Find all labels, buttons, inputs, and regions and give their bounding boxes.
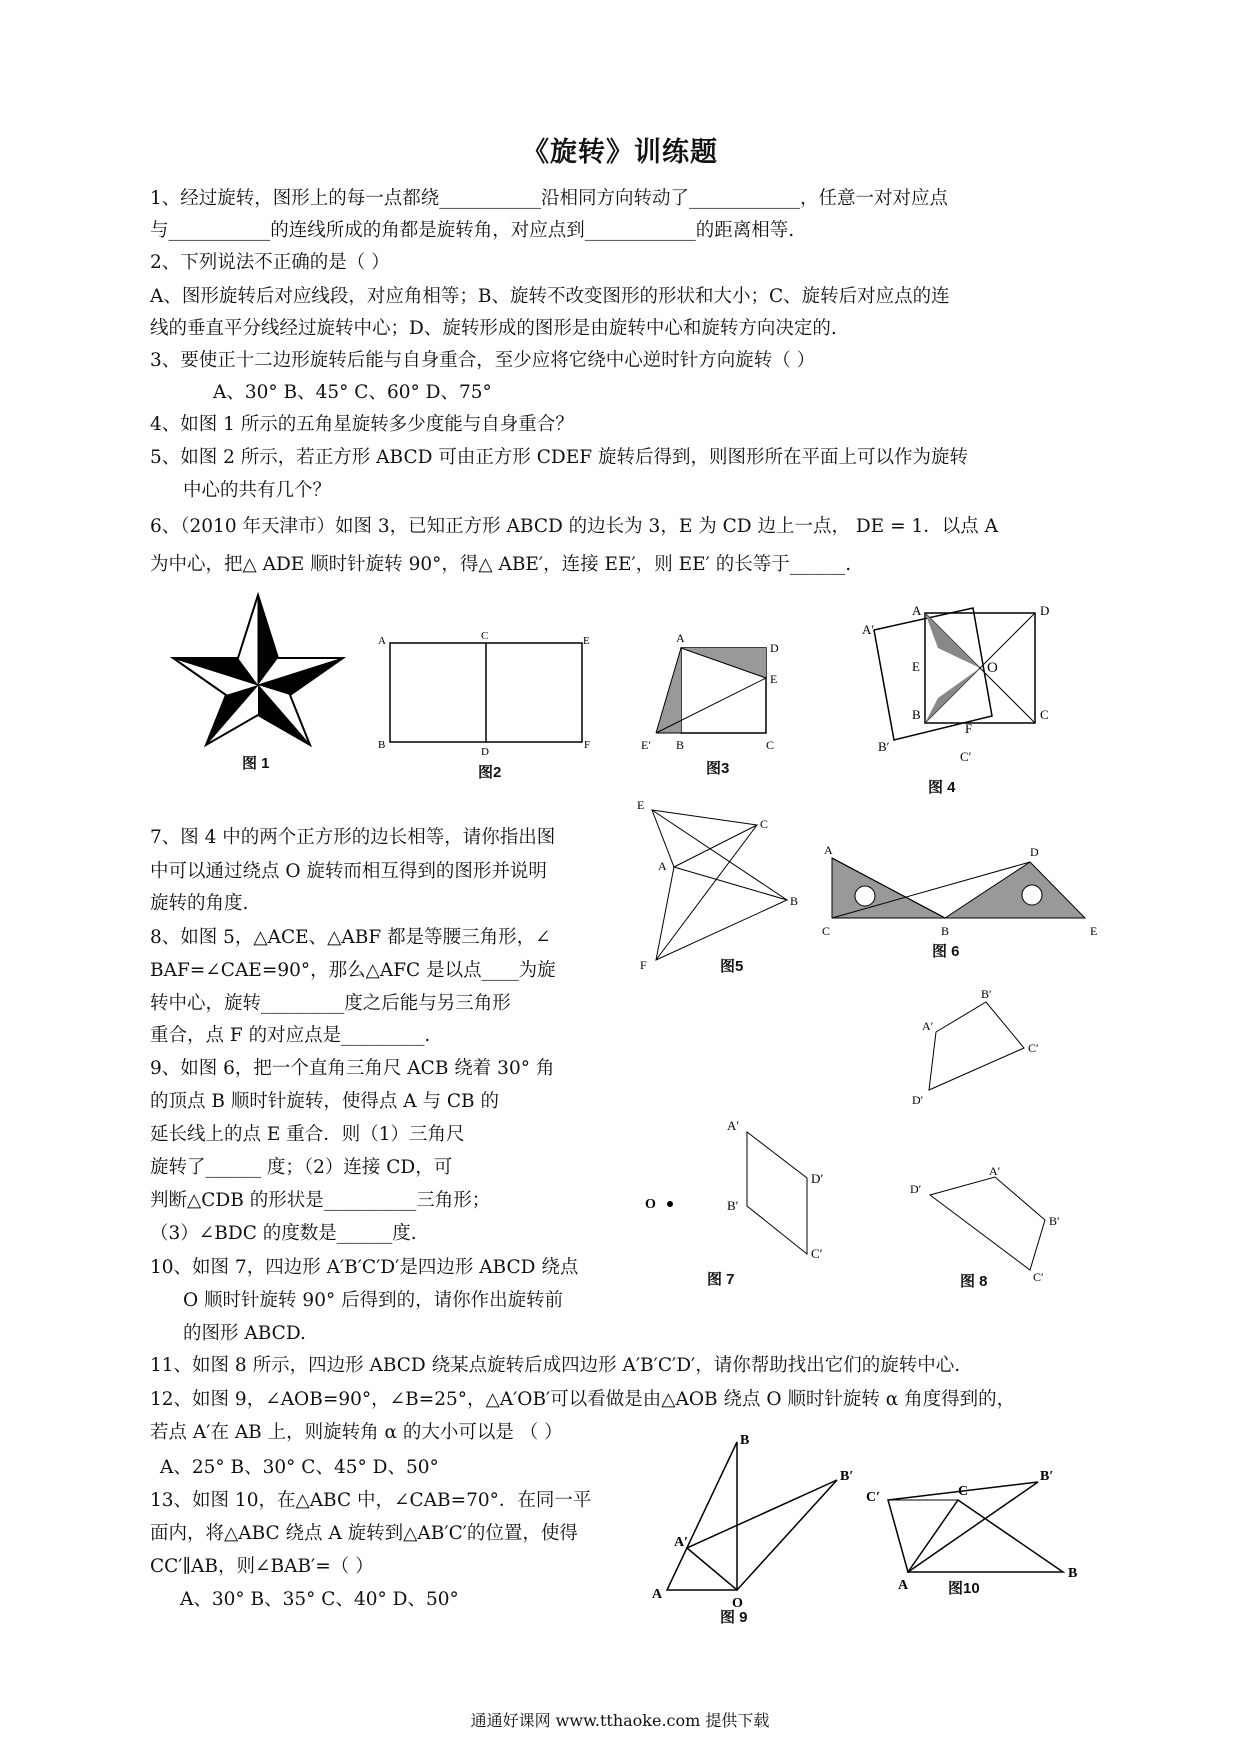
svg-text:A: A <box>676 631 685 645</box>
figure-5-triangles <box>632 795 807 975</box>
svg-text:C′: C′ <box>1028 1041 1039 1055</box>
svg-text:C′: C′ <box>866 1490 881 1505</box>
svg-text:A′: A′ <box>922 1019 934 1033</box>
figure-6-caption: 图 6 <box>932 943 960 960</box>
svg-text:A′: A′ <box>727 1118 740 1133</box>
figure-1-caption: 图 1 <box>242 755 270 772</box>
q5-line2: 中心的共有几个？ <box>183 480 332 501</box>
svg-text:O: O <box>987 660 998 676</box>
svg-text:C: C <box>1040 707 1049 722</box>
q13-line1: 13、如图 10，在△ABC 中，∠CAB=70°．在同一平 <box>150 1490 592 1511</box>
q1-line1: 1、经过旋转，图形上的每一点都绕___________沿相同方向转动了____________，任意一对对应点 <box>150 188 949 209</box>
q11-line1: 11、如图 8 所示，四边形 ABCD 绕某点旋转后成四边形 A′B′C′D′，请你帮助找出它们的旋转中心. <box>150 1355 961 1376</box>
svg-text:E: E <box>1090 924 1098 938</box>
svg-text:A: A <box>898 1578 909 1593</box>
svg-text:F: F <box>965 721 973 736</box>
q2-line1: 2、下列说法不正确的是（ ） <box>150 252 390 273</box>
svg-text:A: A <box>658 859 667 873</box>
svg-text:C: C <box>481 630 489 642</box>
svg-text:B′: B′ <box>1040 1469 1054 1484</box>
svg-text:D′: D′ <box>910 1182 922 1196</box>
svg-text:D: D <box>1040 603 1050 618</box>
svg-text:B: B <box>790 894 799 908</box>
svg-text:D′: D′ <box>912 1093 924 1107</box>
q1-line2: 与___________的连线所成的角都是旋转角，对应点到____________的距离相等. <box>150 220 795 241</box>
figure-7-parallelogram <box>635 1108 835 1278</box>
q10-line3: 的图形 ABCD. <box>183 1323 306 1344</box>
q9-line4: 旋转了______ 度；（2）连接 CD，可 <box>150 1157 453 1178</box>
svg-text:F: F <box>640 958 647 972</box>
figure-3-square <box>636 628 796 758</box>
q6-line1: 6、（2010 年天津市）如图 3，已知正方形 ABCD 的边长为 3，E 为 CD 边上一点， DE = 1．以点 A <box>150 516 998 537</box>
svg-text:D: D <box>1030 845 1039 859</box>
figure-8-quad-bottom <box>905 1165 1065 1285</box>
q6-line2: 为中心，把△ ADE 顺时针旋转 90°，得△ ABE′，连接 EE′，则 EE′ 的长等于______. <box>150 554 852 575</box>
svg-text:E: E <box>583 635 590 647</box>
q8-line1: 8、如图 5，△ACE、△ABF 都是等腰三角形，∠ <box>150 927 551 948</box>
svg-text:A: A <box>378 635 386 647</box>
q12-line1: 12、如图 9，∠AOB=90°，∠B=25°，△A′OB′可以看做是由△AOB 绕点 O 顺时针旋转 α 角度得到的， <box>150 1389 1016 1410</box>
figure-1-star <box>168 590 348 750</box>
figure-2-squares <box>375 628 600 758</box>
svg-text:E: E <box>637 798 645 812</box>
q10-line1: 10、如图 7，四边形 A′B′C′D′是四边形 ABCD 绕点 <box>150 1257 579 1278</box>
figure-9-triangles <box>652 1430 867 1610</box>
q7-line3: 旋转的角度. <box>150 893 249 914</box>
q7-line2: 中可以通过绕点 O 旋转而相互得到的图形并说明 <box>150 861 547 882</box>
svg-text:B: B <box>740 1433 750 1448</box>
svg-text:B′: B′ <box>840 1469 854 1484</box>
page-title: 《旋转》训练题 <box>522 137 718 168</box>
q10-line2: O 顺时针旋转 90° 后得到的，请你作出旋转前 <box>183 1290 564 1311</box>
q8-line4: 重合，点 F 的对应点是_________. <box>150 1025 431 1046</box>
svg-text:B: B <box>676 738 685 752</box>
q3-line1: 3、要使正十二边形旋转后能与自身重合，至少应将它绕中心逆时针方向旋转（ ） <box>150 350 816 371</box>
figure-5-caption: 图5 <box>720 958 744 975</box>
figure-8-caption: 图 8 <box>960 1273 988 1290</box>
q9-line3: 延长线上的点 E 重合．则（1）三角尺 <box>150 1124 465 1145</box>
q5-line1: 5、如图 2 所示，若正方形 ABCD 可由正方形 CDEF 旋转后得到，则图形所在平面上可以作为旋转 <box>150 447 968 468</box>
footer-source: 通通好课网 www.tthaoke.com 提供下载 <box>470 1711 770 1730</box>
figure-2-caption: 图2 <box>478 764 502 781</box>
svg-text:O: O <box>732 1596 743 1610</box>
q13-line2: 面内，将△ABC 绕点 A 旋转到△AB′C′的位置，使得 <box>150 1523 578 1544</box>
svg-text:F: F <box>584 739 591 751</box>
svg-text:C′: C′ <box>1033 1270 1044 1284</box>
figure-4-two-squares <box>840 598 1055 783</box>
svg-text:B: B <box>912 707 921 722</box>
svg-text:C: C <box>766 738 775 752</box>
svg-text:A′: A′ <box>674 1535 689 1550</box>
svg-text:B: B <box>941 924 950 938</box>
svg-text:B: B <box>378 739 386 751</box>
svg-text:B′: B′ <box>1049 1214 1060 1228</box>
figure-4-caption: 图 4 <box>928 779 956 796</box>
svg-text:C: C <box>760 817 769 831</box>
svg-text:C′: C′ <box>811 1246 823 1261</box>
svg-text:A: A <box>824 843 833 857</box>
figure-10-triangles <box>858 1455 1098 1595</box>
svg-text:A′: A′ <box>862 622 875 637</box>
figure-8-quad-top <box>896 980 1056 1115</box>
svg-text:O: O <box>645 1197 656 1212</box>
svg-text:B: B <box>1068 1566 1078 1581</box>
figure-6-set-squares <box>820 840 1110 955</box>
svg-text:C: C <box>958 1484 969 1499</box>
q9-line6: （3）∠BDC 的度数是______度. <box>150 1223 417 1244</box>
q2-line2: A、图形旋转后对应线段，对应角相等；B、旋转不改变图形的形状和大小；C、旋转后对应点的连 <box>150 286 950 307</box>
svg-text:A: A <box>912 603 922 618</box>
q3-options: A、30° B、45° C、60° D、75° <box>213 382 492 403</box>
svg-text:C′: C′ <box>960 749 972 764</box>
q9-line1: 9、如图 6，把一个直角三角尺 ACB 绕着 30° 角 <box>150 1058 555 1079</box>
svg-text:D: D <box>770 641 779 655</box>
q7-line1: 7、图 4 中的两个正方形的边长相等，请你指出图 <box>150 827 556 848</box>
q8-line3: 转中心，旋转_________度之后能与另三角形 <box>150 993 511 1014</box>
figure-10-caption: 图10 <box>948 1580 980 1597</box>
figure-3-caption: 图3 <box>706 760 730 777</box>
q12-options: A、25° B、30° C、45° D、50° <box>160 1457 439 1478</box>
q13-options: A、30° B、35° C、40° D、50° <box>180 1589 459 1610</box>
figure-9-caption: 图 9 <box>720 1609 748 1626</box>
svg-text:D′: D′ <box>811 1171 824 1186</box>
svg-text:C: C <box>822 924 831 938</box>
svg-text:E′: E′ <box>641 738 651 752</box>
q2-line3: 线的垂直平分线经过旋转中心；D、旋转形成的图形是由旋转中心和旋转方向决定的. <box>150 318 837 339</box>
q8-line2: BAF=∠CAE=90°，那么△AFC 是以点____为旋 <box>150 960 556 981</box>
svg-text:A′: A′ <box>989 1165 1001 1178</box>
svg-text:E: E <box>912 659 920 674</box>
q4-line1: 4、如图 1 所示的五角星旋转多少度能与自身重合？ <box>150 414 574 435</box>
q9-line5: 判断△CDB 的形状是__________三角形； <box>150 1190 491 1211</box>
svg-text:B′: B′ <box>727 1198 739 1213</box>
svg-text:B′: B′ <box>981 987 992 1001</box>
figure-7-caption: 图 7 <box>707 1271 735 1288</box>
svg-text:A: A <box>652 1587 663 1602</box>
q9-line2: 的顶点 B 顺时针旋转，使得点 A 与 CB 的 <box>150 1091 499 1112</box>
q13-line3: CC′∥AB，则∠BAB′=（ ） <box>150 1556 374 1577</box>
svg-text:B′: B′ <box>878 739 890 754</box>
svg-text:D: D <box>481 746 489 758</box>
svg-text:E: E <box>770 672 778 686</box>
q12-line2: 若点 A′在 AB 上，则旋转角 α 的大小可以是 （ ） <box>150 1422 563 1443</box>
